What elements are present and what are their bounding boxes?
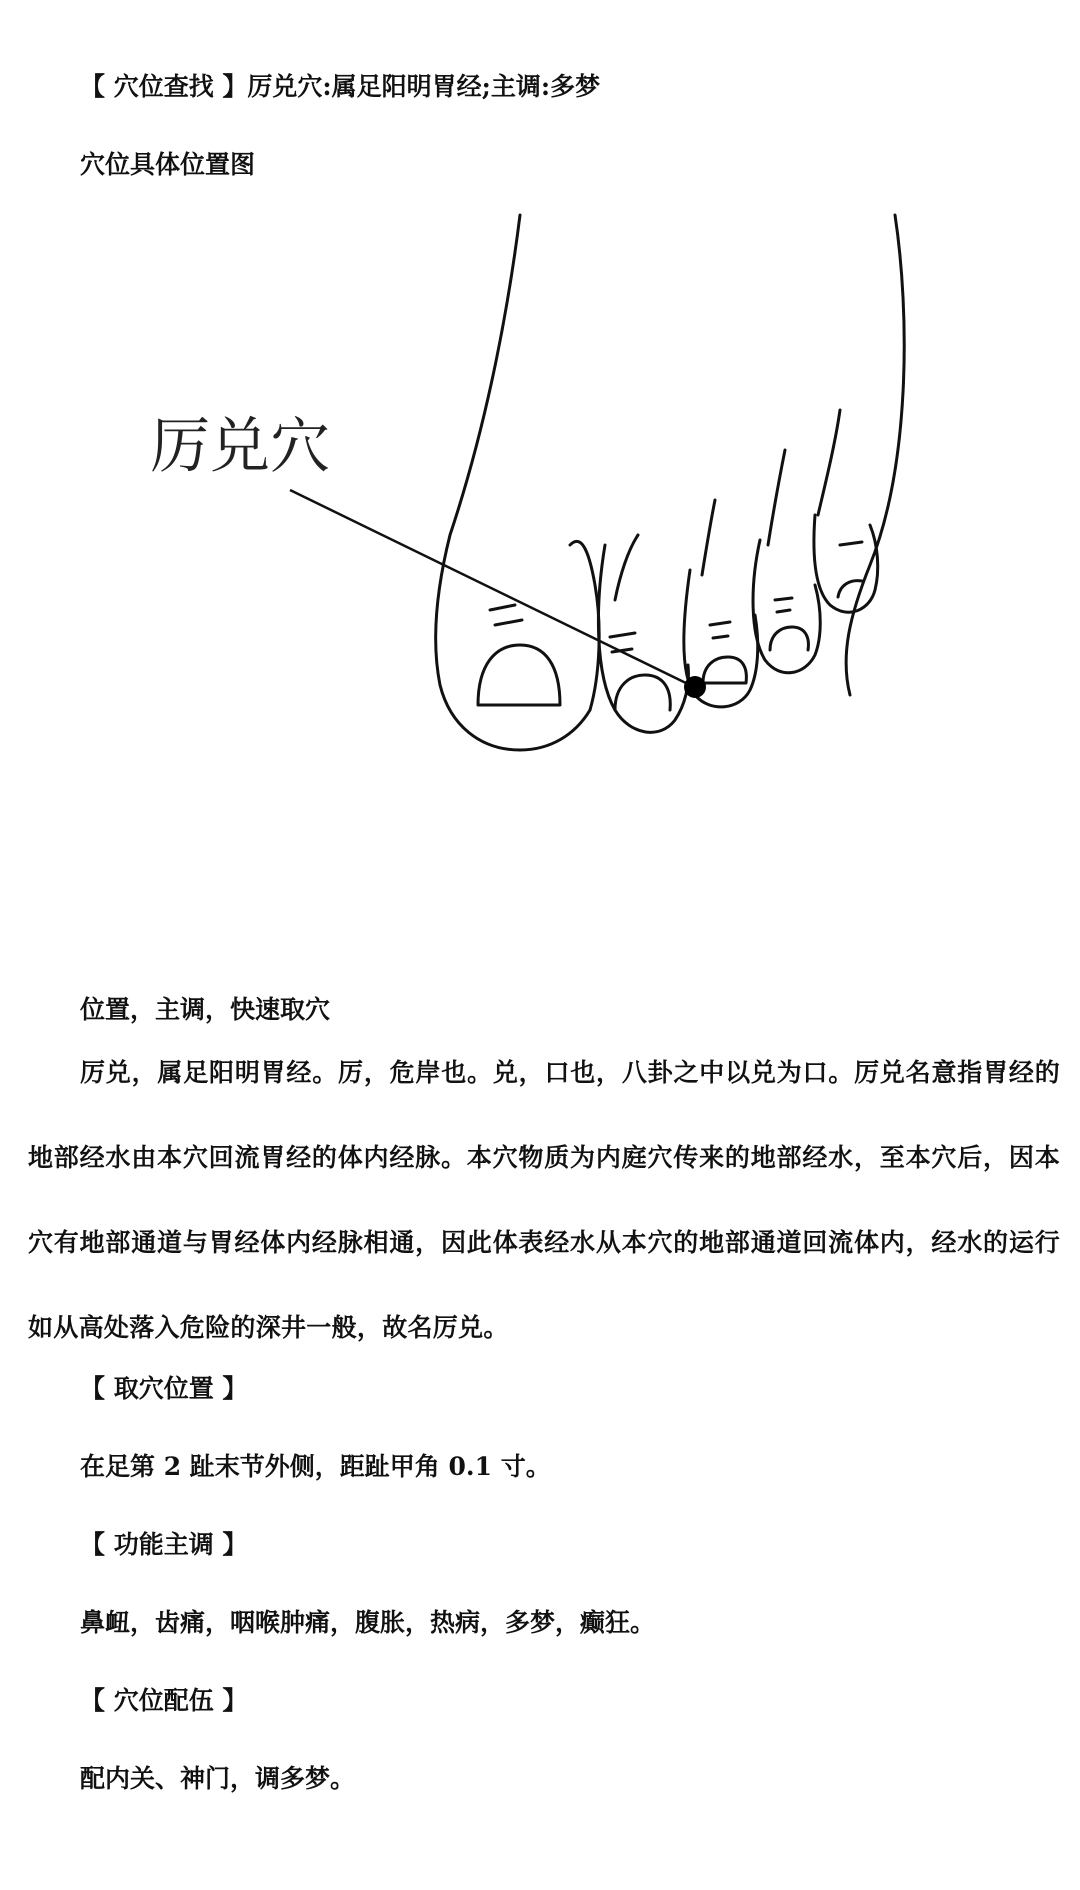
acupoint-marker — [684, 676, 706, 698]
little-toe-crease — [840, 542, 862, 545]
function-text: 鼻衄，齿痛，咽喉肿痛，腹胀，热病，多梦，癫狂。 — [80, 1608, 656, 1637]
fourth-toe-crease — [775, 598, 792, 612]
little-toe — [814, 515, 878, 612]
foot-illustration — [150, 205, 950, 805]
location-heading: 【 取穴位置 】 — [80, 1374, 248, 1403]
combo-heading: 【 穴位配伍 】 — [80, 1686, 248, 1715]
foot-acupoint-figure — [150, 205, 950, 805]
second-toe — [598, 545, 688, 732]
big-toe-nail — [478, 645, 560, 705]
big-toe-crease — [490, 605, 522, 625]
point-leader-line — [290, 490, 690, 685]
function-heading: 【 功能主调 】 — [80, 1530, 248, 1559]
figure-heading: 穴位具体位置图 — [80, 150, 256, 179]
second-toe-nail — [615, 675, 670, 710]
acupoint-label: 厉兑穴 — [150, 412, 330, 482]
intro-heading: 位置，主调，快速取穴 — [80, 995, 331, 1024]
page-title: 【 穴位查找 】厉兑穴:属足阳明胃经;主调:多梦 — [80, 72, 601, 101]
foot-outline-right — [846, 215, 904, 695]
big-toe — [570, 541, 599, 710]
fourth-toe — [753, 540, 820, 673]
location-text: 在足第 2 趾末节外侧，距趾甲角 0.1 寸。 — [80, 1452, 551, 1481]
intro-paragraph: 厉兑，属足阳明胃经。厉，危岸也。兑，口也，八卦之中以兑为口。厉兑名意指胃经的地部经水由本穴回流胃经的体内经脉。本穴物质为内庭穴传来的地部经水，至本穴后，因本穴有地部通道与胃经体内经脉相通，因此体表经水从本穴的地部通道回流体内，经水的运行如从高处落入危险的深井一般，故名厉兑。 — [28, 1058, 1060, 1342]
fourth-toe-nail — [770, 627, 808, 650]
combo-text: 配内关、神门，调多梦。 — [80, 1764, 356, 1793]
third-toe-crease — [710, 622, 730, 638]
third-toe-nail — [703, 657, 746, 683]
foot-outline-left — [436, 215, 590, 750]
